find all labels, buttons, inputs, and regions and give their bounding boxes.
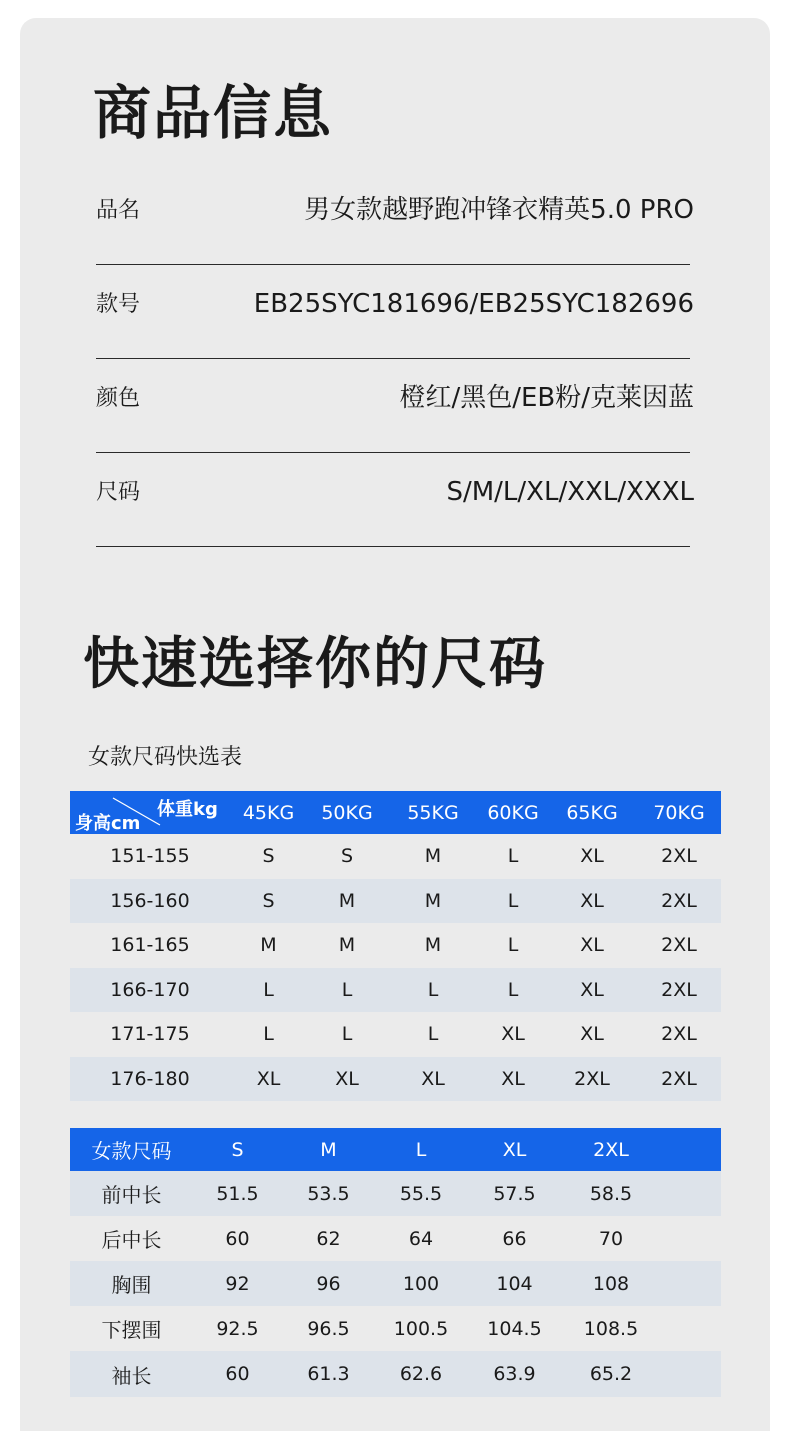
size-cell: M: [338, 934, 356, 957]
height-cell: 161-165: [110, 934, 190, 957]
size-cell: M: [424, 845, 442, 868]
size-cell: S: [262, 845, 275, 868]
empty-cell: [660, 1306, 721, 1351]
size-cell: L: [263, 1023, 274, 1046]
size-cell: L: [427, 1023, 439, 1046]
size-cell: XL: [580, 934, 604, 957]
info-row-color: [96, 358, 694, 453]
size-cell: 2XL: [661, 978, 697, 1001]
weight-header: 45KG: [242, 801, 295, 824]
measure-name-cell: 胸围: [111, 1273, 152, 1297]
size-cell: XL: [501, 1067, 525, 1090]
info-value: 男女款越野跑冲锋衣精英5.0 PRO: [304, 195, 694, 225]
measure-cell: 104.5: [487, 1317, 542, 1340]
info-label: 尺码: [96, 480, 141, 505]
measure-cell: 63.9: [493, 1363, 536, 1385]
table-row: [70, 1057, 721, 1102]
height-cell: 176-180: [110, 1067, 190, 1090]
measure-name-cell: 前中长: [101, 1183, 162, 1207]
measure-cell: 96.5: [307, 1317, 350, 1340]
measure-cell: 61.3: [307, 1363, 350, 1385]
info-row-name: [96, 170, 694, 265]
measure-cell: 100.5: [393, 1317, 449, 1340]
size-cell: S: [262, 889, 275, 912]
size-cell: L: [341, 1023, 353, 1046]
size-cell: L: [507, 845, 519, 868]
size-measure-table: [70, 1128, 721, 1397]
size-cell: M: [424, 934, 442, 957]
size-cell: 2XL: [661, 1023, 697, 1046]
measure-cell: 60: [225, 1363, 250, 1385]
table-corner-cell: [70, 791, 230, 834]
table-header-row: [70, 791, 721, 834]
table-row: [70, 968, 721, 1013]
size-cell: 2XL: [661, 934, 697, 957]
measure-name-cell: 下摆围: [101, 1318, 162, 1342]
size-select-title: 快速选择你的尺码: [83, 632, 547, 697]
size-cell: L: [507, 978, 519, 1001]
info-label: 品名: [96, 198, 141, 223]
measure-cell: 108: [592, 1272, 630, 1295]
size-cell: L: [507, 934, 519, 957]
info-row-size: [96, 452, 694, 547]
measure-cell: 62.6: [399, 1363, 443, 1385]
size-header: 2XL: [593, 1138, 629, 1161]
product-info-title: 商品信息: [93, 79, 334, 147]
size-header: XL: [502, 1138, 527, 1161]
size-selector-table: [70, 791, 721, 1101]
table-row: [70, 1216, 721, 1261]
measure-cell: 92.5: [216, 1317, 259, 1340]
empty-header: [660, 1128, 721, 1171]
weight-header: 55KG: [407, 801, 459, 824]
measure-cell: 64: [408, 1227, 434, 1250]
corner-weight-label: 体重kg: [157, 799, 218, 820]
size-cell: S: [340, 845, 354, 868]
size-cell: L: [507, 889, 519, 912]
measure-cell: 100: [402, 1272, 440, 1295]
table-row: [70, 1351, 721, 1397]
weight-header: 70KG: [653, 801, 705, 824]
size-cell: XL: [256, 1067, 281, 1090]
size-cell: L: [427, 978, 439, 1001]
measure-cell: 108.5: [583, 1317, 639, 1340]
weight-header: 50KG: [321, 801, 373, 824]
height-cell: 151-155: [110, 845, 190, 868]
size-cell: L: [263, 978, 274, 1001]
height-cell: 156-160: [110, 889, 190, 912]
measure-cell: 58.5: [589, 1182, 633, 1205]
table-header-row: [70, 1128, 721, 1171]
size-cell: XL: [501, 1023, 525, 1046]
size-cell: XL: [580, 1023, 604, 1046]
table-row: [70, 1261, 721, 1306]
measure-cell: 66: [502, 1227, 527, 1250]
info-row-style-no: [96, 264, 694, 359]
measure-name-cell: 后中长: [101, 1228, 162, 1252]
size-cell: M: [424, 889, 442, 912]
size-cell: XL: [580, 845, 604, 868]
height-cell: 171-175: [110, 1023, 190, 1046]
empty-cell: [660, 1216, 721, 1261]
measure-cell: 57.5: [493, 1182, 536, 1205]
table-row: [70, 834, 721, 879]
size-cell: 2XL: [574, 1067, 610, 1090]
size-cell: L: [341, 978, 353, 1001]
size-header: M: [320, 1138, 337, 1161]
empty-cell: [660, 1261, 721, 1306]
info-value: S/M/L/XL/XXL/XXXL: [446, 477, 694, 507]
empty-cell: [660, 1351, 721, 1397]
measure-cell: 96: [316, 1272, 341, 1295]
size-cell: XL: [580, 889, 604, 912]
corner-height-label: 身高cm: [75, 813, 141, 834]
table-row: [70, 923, 721, 968]
info-label: 颜色: [96, 386, 141, 411]
info-value: 橙红/黑色/EB粉/克莱因蓝: [399, 383, 694, 413]
size-cell: M: [338, 889, 356, 912]
size-cell: 2XL: [661, 1067, 697, 1090]
size-cell: XL: [421, 1067, 445, 1090]
info-value: EB25SYC181696/EB25SYC182696: [253, 289, 694, 319]
size-cell: XL: [580, 978, 604, 1001]
measure-cell: 51.5: [216, 1182, 259, 1205]
size-cell: XL: [335, 1067, 359, 1090]
size-chart-subtitle: 女款尺码快选表: [88, 745, 243, 770]
measure-name-cell: 袖长: [111, 1363, 152, 1388]
table-row: [70, 1012, 721, 1057]
measure-cell: 62: [316, 1227, 341, 1250]
measure-cell: 60: [225, 1227, 250, 1250]
table-row: [70, 879, 721, 924]
measure-cell: 65.2: [589, 1363, 633, 1385]
measure-cell: 53.5: [307, 1182, 350, 1205]
height-cell: 166-170: [110, 978, 190, 1001]
size-cell: M: [260, 934, 277, 957]
empty-cell: [660, 1171, 721, 1216]
table-row: [70, 1171, 721, 1216]
info-label: 款号: [96, 292, 141, 317]
measure-cell: 92: [225, 1272, 250, 1295]
measure-cell: 55.5: [399, 1182, 443, 1205]
size-cell: 2XL: [661, 845, 697, 868]
size-header: L: [415, 1138, 427, 1161]
measure-cell: 70: [598, 1227, 624, 1250]
table-row: [70, 1306, 721, 1351]
measure-cell: 104: [496, 1272, 533, 1295]
table-corner-cell: 女款尺码: [91, 1139, 172, 1163]
size-cell: 2XL: [661, 889, 697, 912]
weight-header: 60KG: [487, 801, 539, 824]
size-header: S: [231, 1138, 244, 1161]
weight-header: 65KG: [566, 801, 618, 824]
